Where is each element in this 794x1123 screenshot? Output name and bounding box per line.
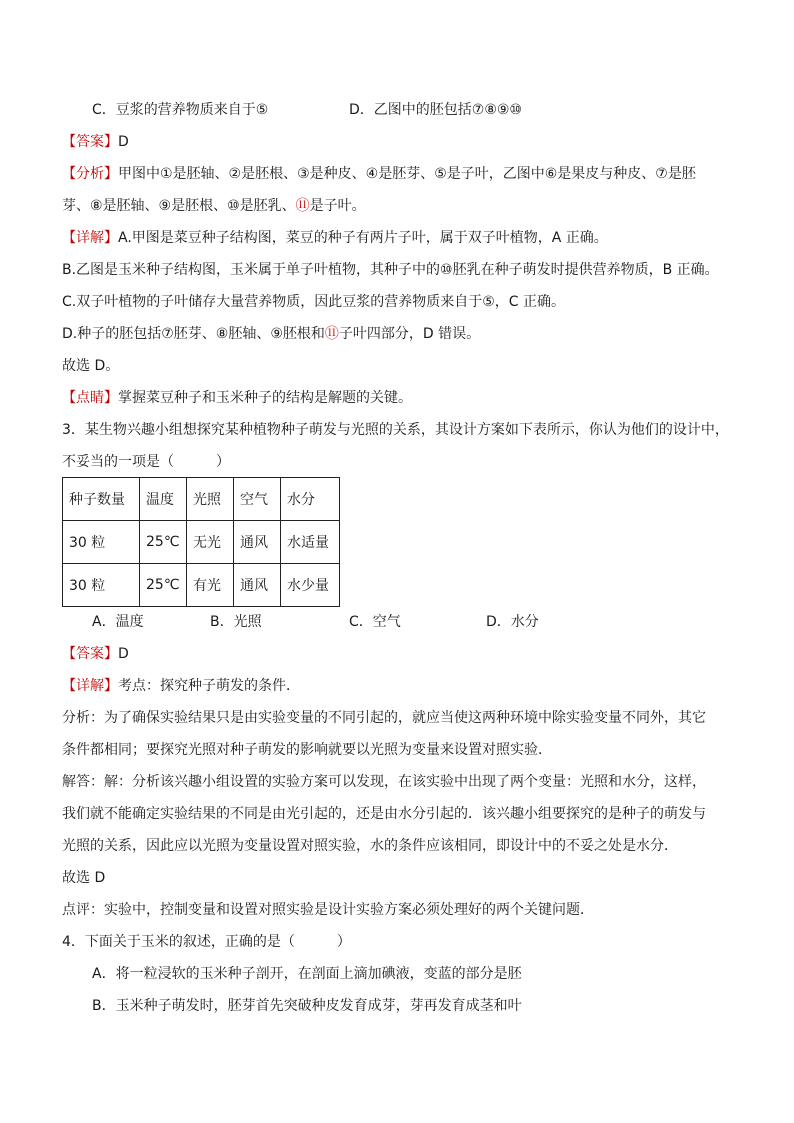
analysis-text: 甲图中①是胚轴、②是胚根、③是种皮、④是胚芽、⑤是子叶，乙图中⑥是果皮与种皮、⑦是胚 <box>118 166 696 182</box>
q2-answer <box>62 132 129 152</box>
detail-text: A.甲图是菜豆种子结构图，菜豆的种子有两片子叶，属于双子叶植物，A 正确。 <box>118 230 608 246</box>
q4-option-a: A．将一粒浸软的玉米种子剖开，在剖面上滴加碘液，变蓝的部分是胚 <box>92 966 522 982</box>
answer-tag: 【答案】 <box>62 134 118 150</box>
q2-analysis-line-2 <box>62 196 366 216</box>
table-row <box>63 564 340 607</box>
q4-option-b: B．玉米种子萌发时，胚芽首先突破种皮发育成芽，芽再发育成茎和叶 <box>92 998 522 1014</box>
table-header-cell: 光照 <box>187 478 234 521</box>
table-header-row <box>63 478 340 521</box>
table-cell: 25℃ <box>140 521 187 564</box>
q3-analysis-line-1: 分析：为了确保实验结果只是由实验变量的不同引起的，就应当使这两种环境中除实验变量不同外，其它 <box>62 710 706 726</box>
q3-option-a: A．温度 <box>92 614 144 630</box>
q4-stem: 4．下面关于玉米的叙述，正确的是（ ） <box>62 934 351 950</box>
q3-option-c: C．空气 <box>349 614 401 630</box>
q3-analysis-line-2: 条件都相同；要探究光照对种子萌发的影响就要以光照为变量来设置对照实验． <box>62 742 552 758</box>
answer-value: D <box>118 646 129 662</box>
q3-choose: 故选 D <box>62 870 106 886</box>
table-cell: 水适量 <box>281 521 340 564</box>
table-header-cell: 种子数量 <box>63 478 140 521</box>
table-cell: 无光 <box>187 521 234 564</box>
q2-detail-c: C.双子叶植物的子叶储存大量营养物质，因此豆浆的营养物质来自于⑤，C 正确。 <box>62 294 565 310</box>
table-cell: 通风 <box>234 521 281 564</box>
q3-stem-line-1: 3．某生物兴趣小组想探究某种植物种子萌发与光照的关系，其设计方案如下表所示，你认为他们的设计中， <box>62 422 729 438</box>
detail-text: D.种子的胚包括⑦胚芽、⑧胚轴、⑨胚根和 <box>62 326 325 342</box>
q2-detail-a <box>62 228 608 248</box>
table-row <box>63 521 340 564</box>
detail-text: 子叶四部分，D 错误。 <box>338 326 481 342</box>
circled-eleven: ⑪ <box>324 326 339 342</box>
analysis-text: 是子叶。 <box>309 198 366 214</box>
analysis-text: 芽、⑧是胚轴、⑨是胚根、⑩是胚乳、 <box>62 198 296 214</box>
q2-choose: 故选 D。 <box>62 358 120 374</box>
q3-stem-line-2: 不妥当的一项是（ ） <box>62 454 230 470</box>
q2-detail-b: B.乙图是玉米种子结构图，玉米属于单子叶植物，其种子中的⑩胚乳在种子萌发时提供营养物质，B 正确。 <box>62 262 719 278</box>
detail-tag: 【详解】 <box>62 678 118 694</box>
detail-text: 考点：探究种子萌发的条件． <box>118 678 300 694</box>
q3-comment: 点评：实验中，控制变量和设置对照实验是设计实验方案必须处理好的两个关键问题． <box>62 902 594 918</box>
q2-option-c: C．豆浆的营养物质来自于⑤ <box>92 102 269 118</box>
q2-detail-d <box>62 324 480 344</box>
tip-text: 掌握菜豆种子和玉米种子的结构是解题的关键。 <box>118 390 412 406</box>
table-header-cell: 空气 <box>234 478 281 521</box>
tip-tag: 【点睛】 <box>62 390 118 406</box>
circled-eleven: ⑪ <box>295 198 310 214</box>
table-cell: 25℃ <box>140 564 187 607</box>
q3-answer <box>62 644 129 664</box>
q3-detail <box>62 676 300 696</box>
analysis-tag: 【分析】 <box>62 166 118 182</box>
answer-value: D <box>118 134 129 150</box>
table-header-cell: 水分 <box>281 478 340 521</box>
table-cell: 通风 <box>234 564 281 607</box>
table-header-cell: 温度 <box>140 478 187 521</box>
table-cell: 水少量 <box>281 564 340 607</box>
q2-option-d: D．乙图中的胚包括⑦⑧⑨⑩ <box>349 102 522 118</box>
q3-solve-line-3: 光照的关系，因此应以光照为变量设置对照实验，水的条件应该相同，即设计中的不妥之处是水分． <box>62 838 678 854</box>
q2-tip <box>62 388 412 408</box>
q3-option-d: D．水分 <box>486 614 539 630</box>
q3-option-b: B．光照 <box>210 614 262 630</box>
table-cell: 30 粒 <box>63 521 140 564</box>
q3-solve-line-1: 解答：解：分析该兴趣小组设置的实验方案可以发现，在该实验中出现了两个变量：光照和水分，这样， <box>62 774 706 790</box>
q3-solve-line-2: 我们就不能确定实验结果的不同是由光引起的，还是由水分引起的．该兴趣小组要探究的是种子的萌发与 <box>62 806 706 822</box>
q3-table <box>62 477 340 607</box>
table-cell: 有光 <box>187 564 234 607</box>
detail-tag: 【详解】 <box>62 230 118 246</box>
q2-analysis-line-1 <box>62 164 696 184</box>
table-cell: 30 粒 <box>63 564 140 607</box>
answer-tag: 【答案】 <box>62 646 118 662</box>
